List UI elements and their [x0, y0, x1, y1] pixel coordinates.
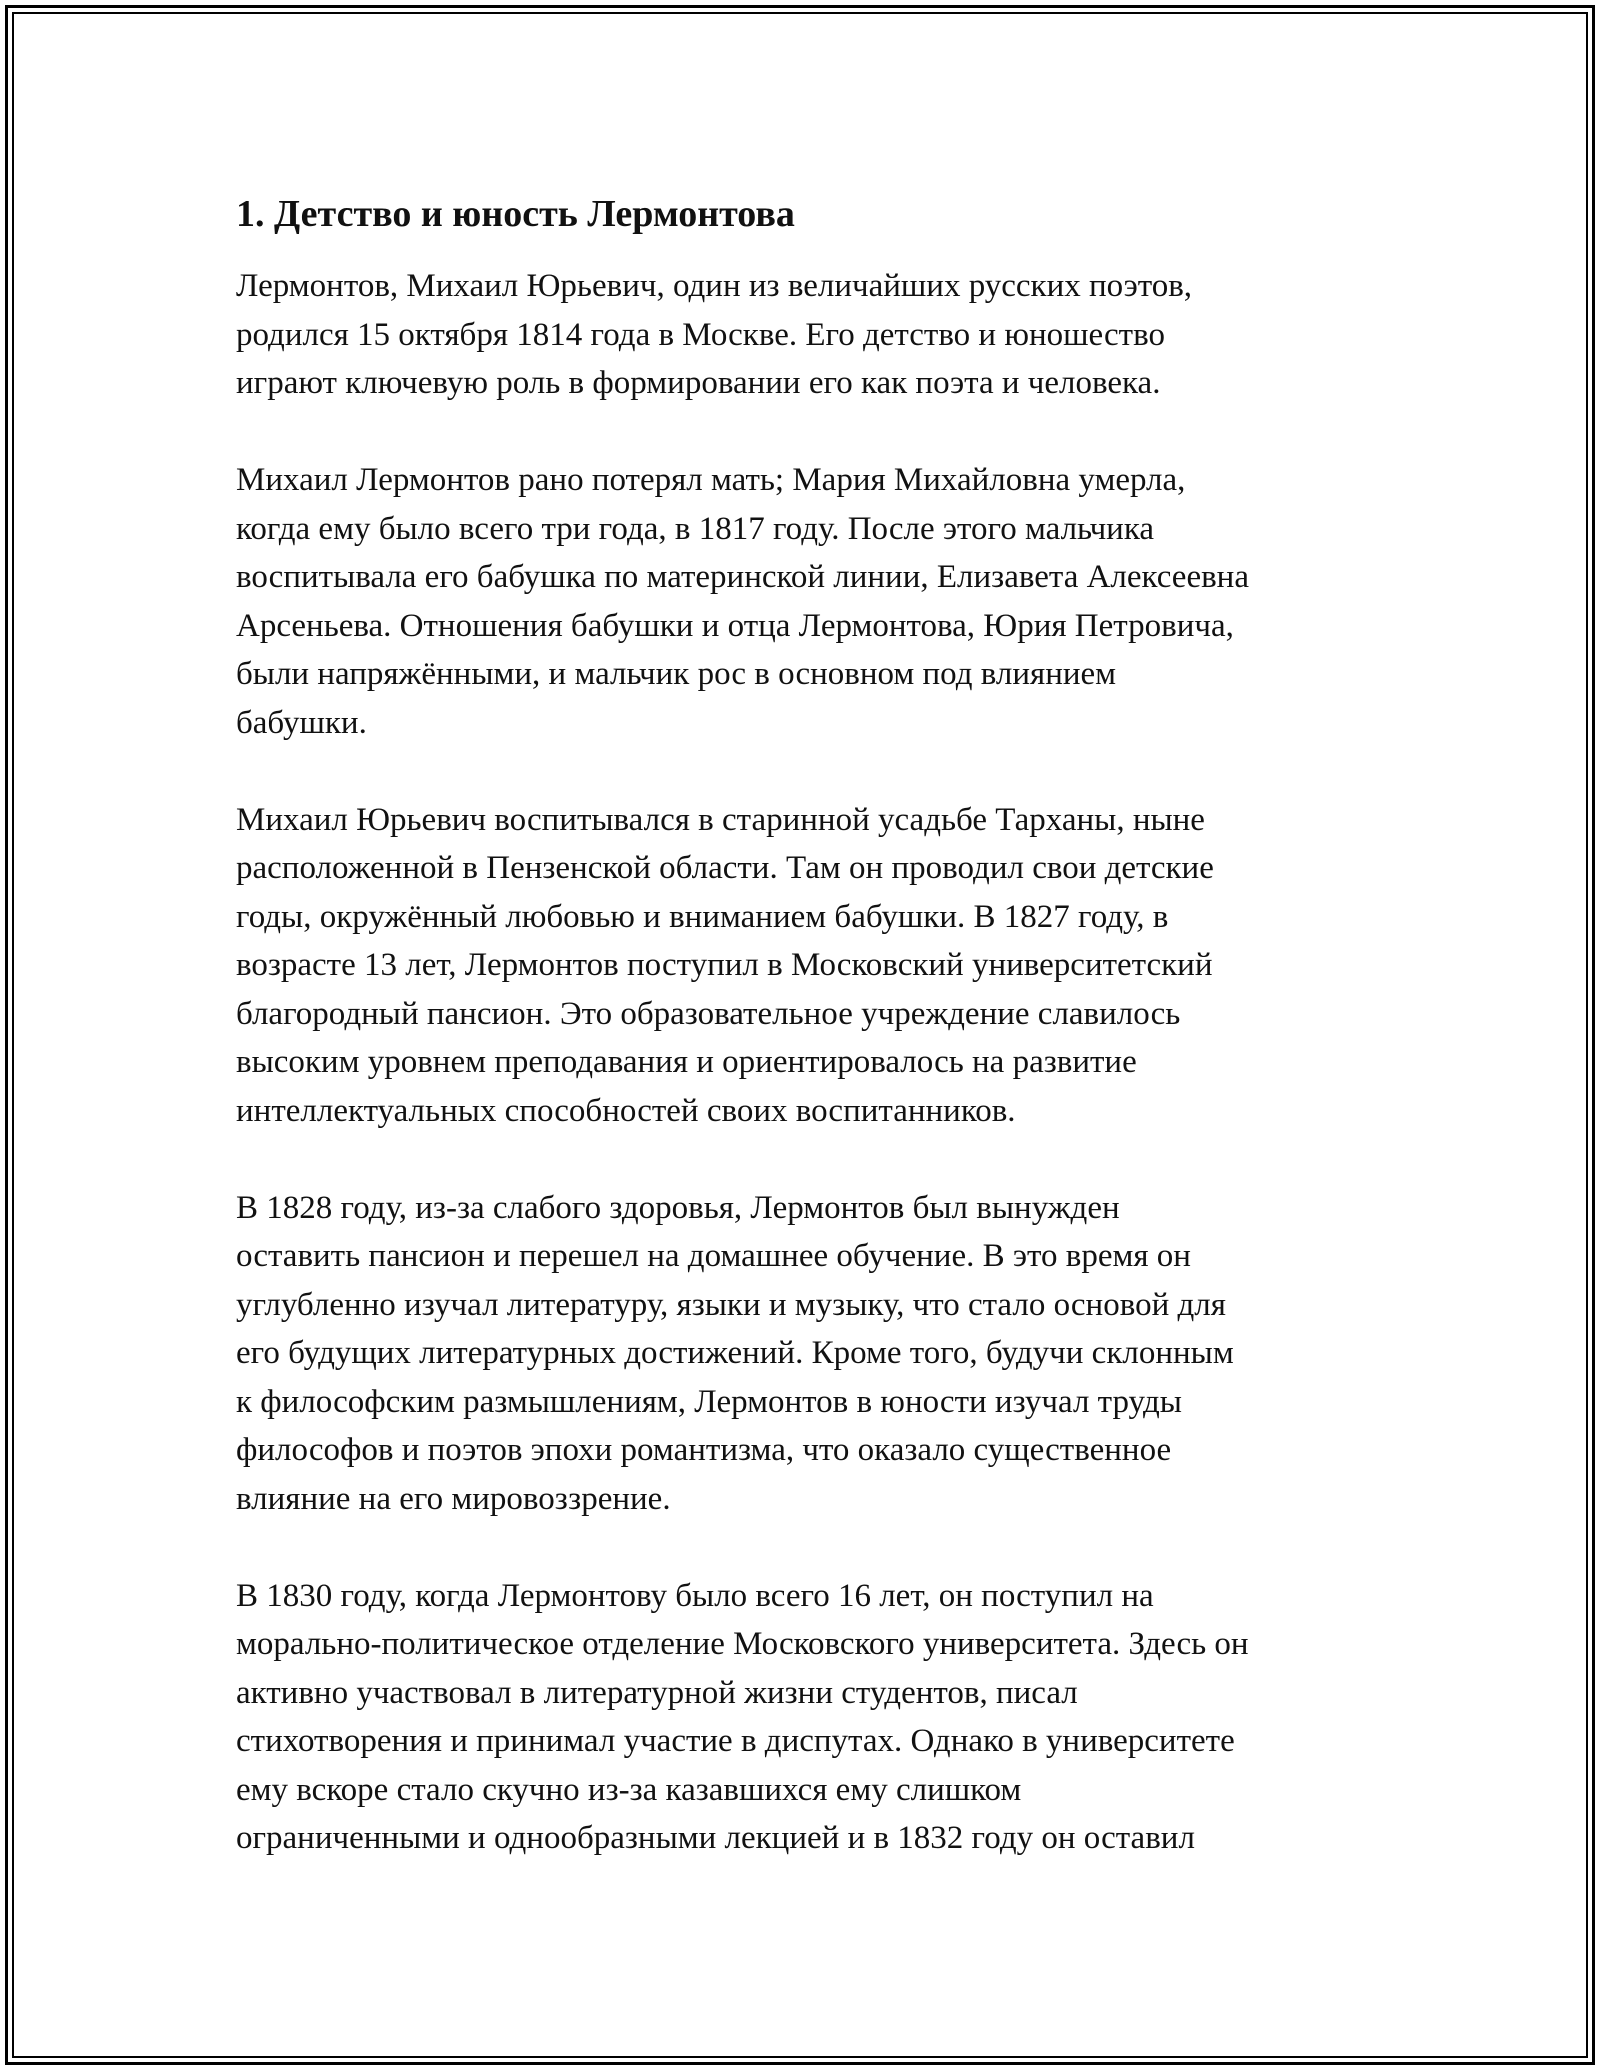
text-line: углубленно изучал литературу, языки и музыку, что стало основой для	[236, 1286, 1226, 1323]
text-line: расположенной в Пензенской области. Там он проводил свои детские	[236, 850, 1214, 886]
text-line: влияние на его мировоззрение.	[236, 1480, 671, 1517]
text-line: высоким уровнем преподавания и ориентировалось на развитие	[236, 1044, 1137, 1080]
text-line: ограниченными и однообразными лекцией и в 1832 году он оставил	[236, 1820, 1195, 1856]
text-line: бабушки.	[236, 704, 367, 741]
text-line: воспитывала его бабушка по материнской линии, Елизавета Алексеевна	[236, 559, 1249, 595]
text-line: стихотворения и принимал участие в диспутах. Однако в университете	[236, 1723, 1235, 1759]
paragraph-4	[236, 1184, 1396, 1524]
text-line: В 1830 году, когда Лермонтову было всего 16 лет, он поступил на	[236, 1577, 1154, 1614]
text-line: оставить пансион и перешел на домашнее обучение. В это время он	[236, 1238, 1191, 1274]
paragraph-3	[236, 796, 1396, 1136]
text-line: морально-политическое отделение Московского университета. Здесь он	[236, 1626, 1249, 1662]
text-line: Лермонтов, Михаил Юрьевич, один из величайших русских поэтов,	[236, 268, 1193, 304]
text-line: его будущих литературных достижений. Кроме того, будучи склонным	[236, 1335, 1234, 1371]
text-line: годы, окружённый любовью и вниманием бабушки. В 1827 году, в	[236, 898, 1169, 935]
text-line: ему вскоре стало скучно из-за казавшихся ему слишком	[236, 1771, 1022, 1808]
text-line: родился 15 октября 1814 года в Москве. Его детство и юношество	[236, 316, 1165, 353]
paragraph-2	[236, 456, 1396, 747]
text-line: активно участвовал в литературной жизни студентов, писал	[236, 1674, 1078, 1711]
text-line: В 1828 году, из-за слабого здоровья, Лермонтов был вынужден	[236, 1189, 1120, 1226]
text-line: Арсеньева. Отношения бабушки и отца Лермонтова, Юрия Петровича,	[236, 607, 1234, 644]
text-line: к философским размышлениям, Лермонтов в юности изучал труды	[236, 1383, 1182, 1420]
text-line: Михаил Лермонтов рано потерял мать; Мария Михайловна умерла,	[236, 462, 1186, 498]
section-heading: 1. Детство и юность Лермонтова	[236, 193, 795, 235]
paragraph-5	[236, 1572, 1396, 1863]
text-line: когда ему было всего три года, в 1817 году. После этого мальчика	[236, 510, 1155, 547]
text-line: благородный пансион. Это образовательное учреждение славилось	[236, 995, 1181, 1032]
paragraph-1	[236, 262, 1396, 408]
text-line: играют ключевую роль в формировании его как поэта и человека.	[236, 365, 1161, 401]
document-body	[236, 188, 1396, 1911]
text-line: были напряжёнными, и мальчик рос в основном под влиянием	[236, 656, 1117, 692]
text-line: интеллектуальных способностей своих воспитанников.	[236, 1092, 1016, 1129]
text-line: Михаил Юрьевич воспитывался в старинной усадьбе Тарханы, ныне	[236, 801, 1205, 838]
text-line: философов и поэтов эпохи романтизма, что оказало существенное	[236, 1432, 1172, 1468]
text-line: возрасте 13 лет, Лермонтов поступил в Московский университетский	[236, 947, 1213, 983]
